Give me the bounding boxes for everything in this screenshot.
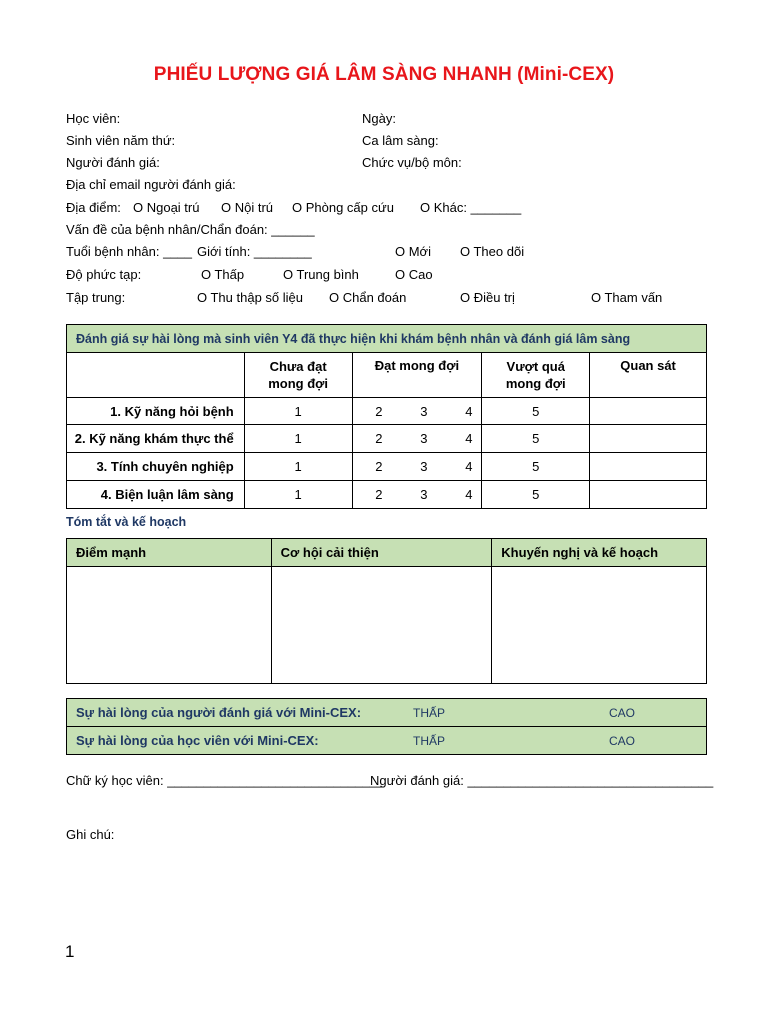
score-1[interactable]: 1 xyxy=(244,425,352,453)
col-co-hoi-cai-thien: Cơ hội cải thiện xyxy=(271,539,492,567)
satisfaction-assessor-label: Sự hài lòng của người đánh giá với Mini-CEX: xyxy=(67,699,397,727)
option-dieu-tri[interactable]: O Điều trị xyxy=(460,290,515,305)
improvement-field[interactable] xyxy=(271,567,492,684)
score-2-4-cell xyxy=(352,398,482,425)
assessment-table xyxy=(66,324,707,509)
row-label: 2. Kỹ năng khám thực thể xyxy=(67,425,245,453)
score-1[interactable]: 1 xyxy=(244,481,352,509)
observation-cell[interactable] xyxy=(590,398,707,425)
score-5[interactable]: 5 xyxy=(482,481,590,509)
satisfaction-low[interactable]: THẤP xyxy=(396,699,609,727)
option-moi[interactable]: O Mới xyxy=(395,244,431,259)
recommendation-field[interactable] xyxy=(492,567,707,684)
option-trung-binh[interactable]: O Trung bình xyxy=(283,267,359,282)
option-thap[interactable]: O Thấp xyxy=(201,267,245,282)
score-3[interactable]: 3 xyxy=(420,487,428,502)
strengths-field[interactable] xyxy=(67,567,272,684)
satisfaction-high[interactable]: CAO xyxy=(609,699,707,727)
table-row xyxy=(67,481,707,509)
row-label: 3. Tính chuyên nghiệp xyxy=(67,453,245,481)
dia-diem-label: Địa điểm: xyxy=(66,200,121,215)
score-2-4-cell xyxy=(352,425,482,453)
option-chan-doan[interactable]: O Chẩn đoán xyxy=(329,290,407,305)
form-title: PHIẾU LƯỢNG GIÁ LÂM SÀNG NHANH (Mini-CEX) xyxy=(153,64,615,85)
van-de-label: Vấn đề của bệnh nhân/Chẩn đoán: ______ xyxy=(66,222,315,237)
option-cao[interactable]: O Cao xyxy=(395,267,433,282)
score-5[interactable]: 5 xyxy=(482,425,590,453)
empty-corner-cell xyxy=(67,353,245,398)
col-diem-manh: Điểm mạnh xyxy=(67,539,272,567)
score-1[interactable]: 1 xyxy=(244,453,352,481)
tuoi-label: Tuổi bệnh nhân: ____ xyxy=(66,244,193,259)
chuc-vu-label: Chức vụ/bộ môn: xyxy=(362,155,462,170)
ngay-label: Ngày: xyxy=(362,111,396,126)
option-noi-tru[interactable]: O Nội trú xyxy=(221,200,274,215)
col-khuyen-nghi: Khuyến nghị và kế hoạch xyxy=(492,539,707,567)
notes-label: Ghi chú: xyxy=(66,827,115,842)
table-row xyxy=(67,425,707,453)
gioi-tinh-label: Giới tính: ________ xyxy=(197,244,312,259)
col-quan-sat: Quan sát xyxy=(590,353,707,398)
sinh-vien-nam-label: Sinh viên năm thứ: xyxy=(66,133,176,148)
row-label: 4. Biện luận lâm sàng xyxy=(67,481,245,509)
score-2[interactable]: 2 xyxy=(375,487,383,502)
assessment-header: Đánh giá sự hài lòng mà sinh viên Y4 đã thực hiện khi khám bệnh nhân và đánh giá lâm sàng xyxy=(67,325,707,353)
table-row xyxy=(67,453,707,481)
score-4[interactable]: 4 xyxy=(465,403,473,419)
satisfaction-low[interactable]: THẤP xyxy=(396,727,609,755)
assessor-signature-line[interactable]: Người đánh giá: __________________________________ xyxy=(370,773,714,788)
observation-cell[interactable] xyxy=(590,425,707,453)
observation-cell[interactable] xyxy=(590,481,707,509)
score-4[interactable]: 4 xyxy=(465,487,473,502)
score-2[interactable]: 2 xyxy=(375,459,383,474)
score-2[interactable]: 2 xyxy=(375,403,383,419)
option-phong-cap-cuu[interactable]: O Phòng cấp cứu xyxy=(292,200,394,215)
satisfaction-table xyxy=(66,698,707,755)
page-number: 1 xyxy=(65,942,75,961)
score-2-4-cell xyxy=(352,453,482,481)
summary-table xyxy=(66,538,707,684)
option-ngoai-tru[interactable]: O Ngoại trú xyxy=(133,200,200,215)
option-theo-doi[interactable]: O Theo dõi xyxy=(460,244,525,259)
col-chua-dat: Chưa đạt mong đợi xyxy=(244,353,352,398)
score-4[interactable]: 4 xyxy=(465,431,473,446)
tap-trung-label: Tập trung: xyxy=(66,290,126,305)
observation-cell[interactable] xyxy=(590,453,707,481)
score-3[interactable]: 3 xyxy=(420,431,428,446)
summary-heading: Tóm tắt và kế hoạch xyxy=(66,515,187,529)
score-2[interactable]: 2 xyxy=(375,431,383,446)
ca-lam-sang-label: Ca lâm sàng: xyxy=(362,133,439,148)
student-signature-line[interactable]: Chữ ký học viên: ______________________________ xyxy=(66,773,385,788)
option-tham-van[interactable]: O Tham vấn xyxy=(591,290,663,305)
satisfaction-high[interactable]: CAO xyxy=(609,727,707,755)
nguoi-danh-gia-label: Người đánh giá: xyxy=(66,155,160,170)
score-4[interactable]: 4 xyxy=(465,459,473,474)
score-3[interactable]: 3 xyxy=(420,459,428,474)
col-dat: Đạt mong đợi xyxy=(352,353,482,398)
score-1[interactable]: 1 xyxy=(244,398,352,425)
option-thu-thap-so-lieu[interactable]: O Thu thập số liệu xyxy=(197,290,303,305)
hoc-vien-label: Học viên: xyxy=(66,111,121,126)
score-5[interactable]: 5 xyxy=(482,398,590,425)
email-label: Địa chỉ email người đánh giá: xyxy=(66,177,236,192)
satisfaction-student-label: Sự hài lòng của học viên với Mini-CEX: xyxy=(67,727,397,755)
row-label: 1. Kỹ năng hỏi bệnh xyxy=(67,398,245,425)
table-row xyxy=(67,398,707,425)
option-khac[interactable]: O Khác: _______ xyxy=(420,200,522,215)
score-5[interactable]: 5 xyxy=(482,453,590,481)
col-vuot-qua: Vượt quá mong đợi xyxy=(482,353,590,398)
score-3[interactable]: 3 xyxy=(420,403,428,419)
do-phuc-tap-label: Độ phức tạp: xyxy=(66,267,142,282)
score-2-4-cell xyxy=(352,481,482,509)
